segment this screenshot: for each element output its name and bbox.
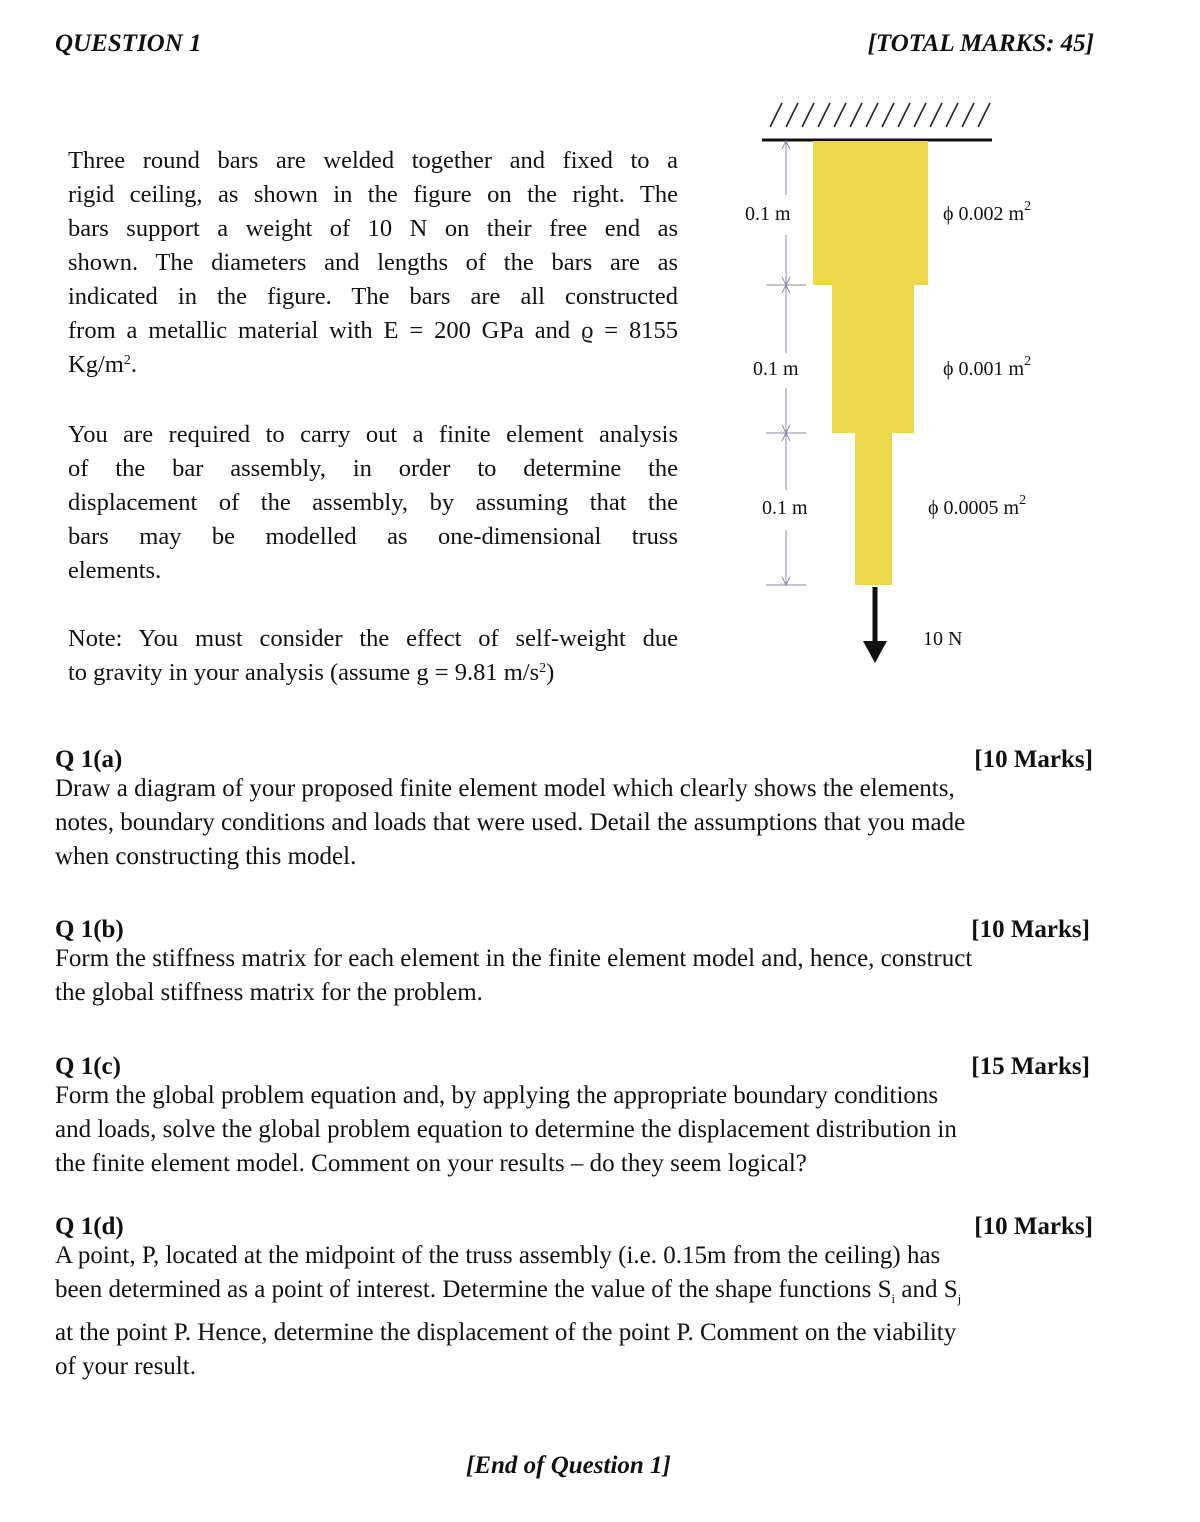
question-a-line: when constructing this model. [55,843,357,870]
question-a-id: Q 1(a) [55,746,123,773]
load-arrow-head [863,641,887,663]
task-line-last: elements. [68,557,162,584]
task-line: displacement of the assembly, by assuming that the [68,489,678,516]
question-a-header [55,746,1093,774]
question-c-line: and loads, solve the global problem equation to determine the displacement distribution in [55,1116,957,1143]
intro-line: rigid ceiling, as shown in the figure on the right. The [68,181,678,208]
question-c-marks: [15 Marks] [971,1053,1090,1080]
length-label-2: 0.1 m [753,358,799,380]
note-line: Note: You must consider the effect of self-weight due [68,625,678,652]
task-line: of the bar assembly, in order to determine the [68,455,678,482]
question-b-id: Q 1(b) [55,916,124,943]
question-d-id: Q 1(d) [55,1213,124,1240]
task-paragraph [68,418,678,588]
area-label-1: ϕ 0.002 $m^2$ [943,199,1032,225]
bar-2 [832,285,914,433]
question-a [55,746,1093,874]
area-label-2: ϕ 0.001 $m^2$ [943,354,1032,380]
intro-line: indicated in the figure. The bars are all constructed [68,283,678,310]
task-line: You are required to carry out a finite element analysis [68,421,678,448]
length-label-1: 0.1 m [745,203,791,225]
question-d [55,1213,1093,1384]
end-of-question: [End of Question 1] [466,1452,671,1479]
question-a-line: notes, boundary conditions and loads that were used. Detail the assumptions that you made [55,809,966,836]
question-d-line: been determined as a point of interest. Determine the value of the shape functions $S_i$ and $S_j$ [55,1276,962,1306]
task-line: bars may be modelled as one-dimensional truss [68,523,678,550]
bar-3 [855,433,892,585]
intro-line-last: $Kg/m^2$. [68,351,137,378]
total-marks: [TOTAL MARKS: 45] [867,30,1094,57]
question-c-header [55,1053,1090,1081]
question-b-header [55,916,1090,944]
question-b-marks: [10 Marks] [971,916,1090,943]
question-d-marks: [10 Marks] [974,1213,1093,1240]
question-c-id: Q 1(c) [55,1053,121,1080]
bar-assembly-figure [700,95,1120,685]
intro-line: Three round bars are welded together and fixed to a [68,147,678,174]
intro-line: shown. The diameters and lengths of the bars are as [68,249,678,276]
question-d-line: of your result. [55,1353,196,1380]
question-c-line: Form the global problem equation and, by applying the appropriate boundary conditions [55,1082,939,1109]
note-line-last: to gravity in your analysis (assume g = 9.81 $m/s^2$) [68,659,555,686]
note-paragraph [68,622,678,690]
question-b-line: the global stiffness matrix for the problem. [55,979,483,1006]
intro-line: from a metallic material with E = 200 GPa and ϱ = 8155 [68,317,678,344]
question-d-line: at the point P. Hence, determine the displacement of the point P. Comment on the viability [55,1319,957,1346]
question-a-marks: [10 Marks] [974,746,1093,773]
question-b-line: Form the stiffness matrix for each element in the finite element model and, hence, construct [55,945,973,972]
question-d-header [55,1213,1093,1241]
question-c [55,1053,1090,1181]
question-b [55,916,1090,1010]
area-label-3: ϕ 0.0005 $m^2$ [928,493,1027,519]
bar-1 [813,141,928,285]
question-c-line: the finite element model. Comment on your results – do they seem logical? [55,1150,807,1177]
question-d-line: A point, P, located at the midpoint of the truss assembly (i.e. 0.15m from the ceiling) has [55,1242,941,1269]
intro-paragraph [68,144,678,382]
question-a-line: Draw a diagram of your proposed finite element model which clearly shows the elements, [55,775,955,802]
ceiling-hatch [770,103,990,127]
load-label: 10 N [923,628,963,650]
question-title: QUESTION 1 [55,30,202,57]
length-label-3: 0.1 m [762,497,808,519]
intro-line: bars support a weight of 10 N on their free end as [68,215,678,242]
